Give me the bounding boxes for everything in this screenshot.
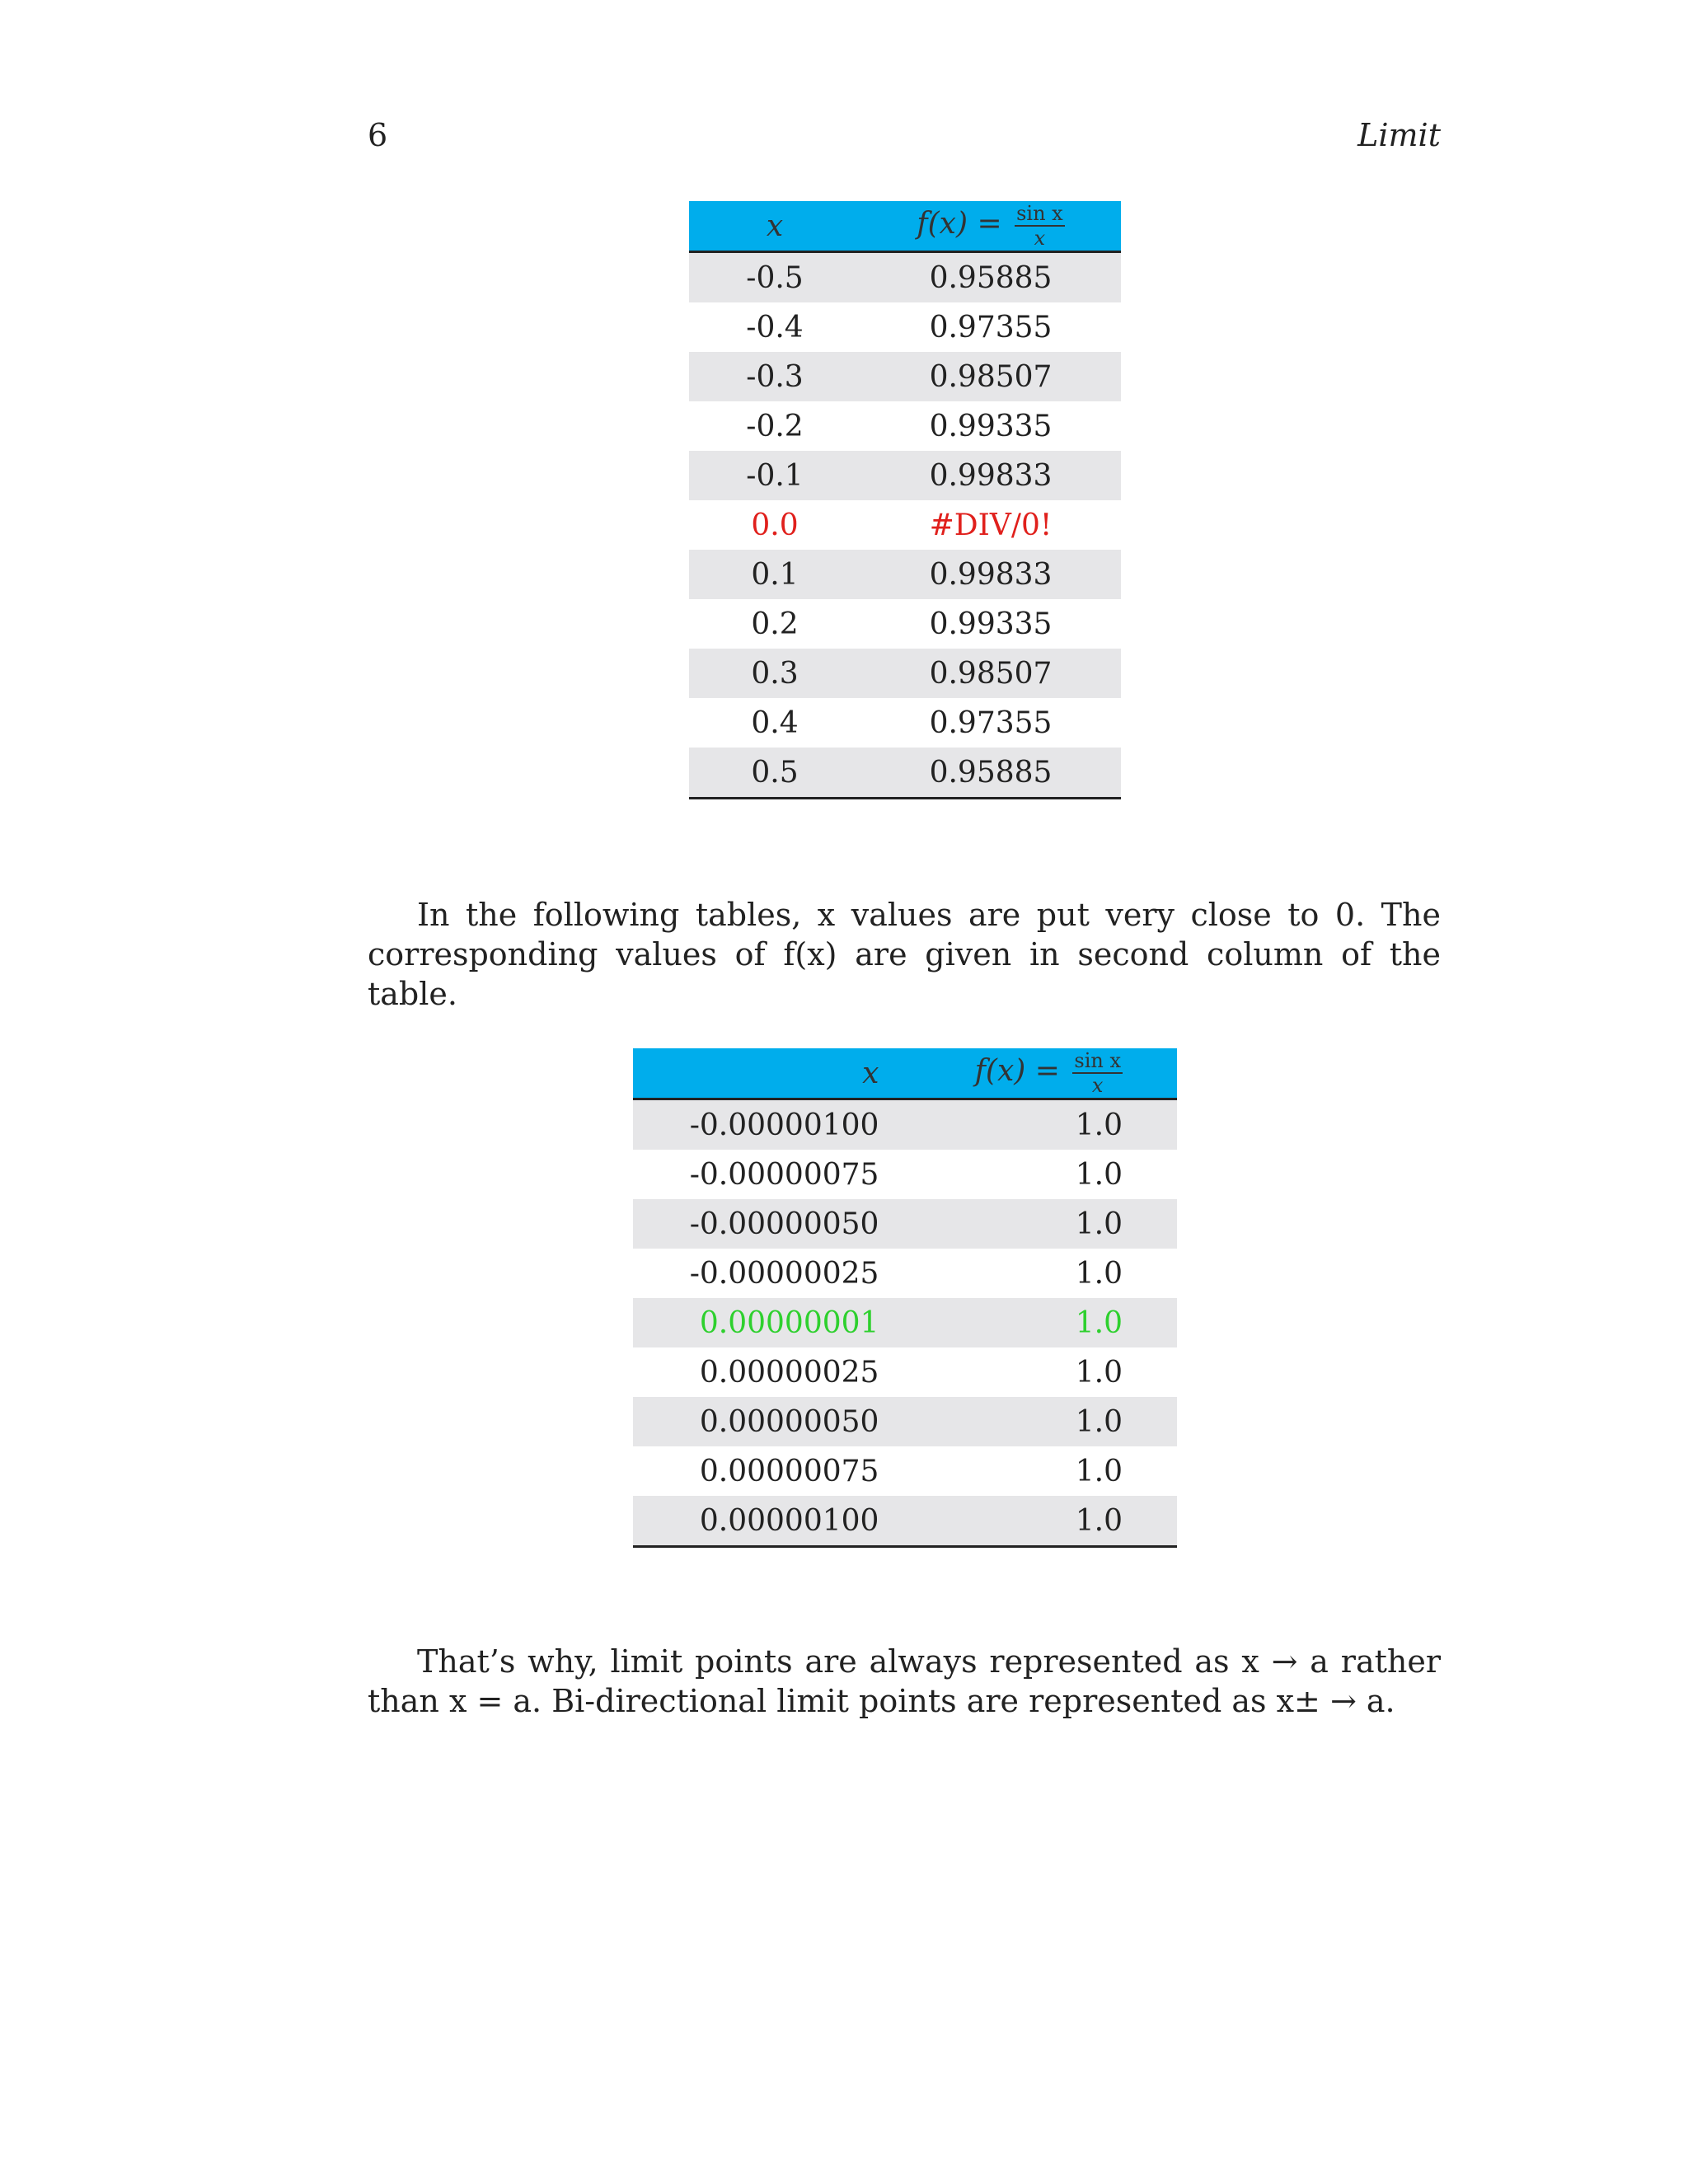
body-paragraph-2 xyxy=(368,1642,1441,1721)
fraction-numerator: sin x xyxy=(1016,202,1063,225)
cell-fx: 1.0 xyxy=(954,1199,1177,1249)
cell-fx: 0.99335 xyxy=(929,607,1053,641)
table-row xyxy=(689,698,1121,748)
cell-x: 0.00000025 xyxy=(699,1355,879,1390)
cell-fx: 0.95885 xyxy=(860,252,1121,303)
cell-fx: 1.0 xyxy=(1075,1256,1123,1291)
table-row xyxy=(633,1150,1177,1199)
table-row xyxy=(689,599,1121,649)
cell-fx: #DIV/0! xyxy=(929,508,1053,542)
cell-x: 0.1 xyxy=(689,550,860,599)
cell-x: 0.00000075 xyxy=(699,1454,879,1488)
sinx-over-x-fraction xyxy=(1015,204,1065,248)
cell-fx: 1.0 xyxy=(954,1298,1177,1347)
table-row xyxy=(633,1397,1177,1446)
column-header-x: x xyxy=(633,1048,954,1099)
fraction-denominator: x xyxy=(1034,227,1046,250)
paragraph-text: In the following tables, x values are put very close to 0. The corresponding values of f(x) are given in second column of the table. xyxy=(368,897,1441,1012)
table-header-row xyxy=(689,201,1121,252)
cell-fx: 0.98507 xyxy=(860,649,1121,698)
cell-x: -0.2 xyxy=(746,409,804,443)
cell-fx: 0.99833 xyxy=(860,550,1121,599)
values-table-fine xyxy=(633,1048,1177,1548)
table-row xyxy=(633,1099,1177,1151)
cell-x: -0.3 xyxy=(689,352,860,401)
body-paragraph-1 xyxy=(368,895,1441,1014)
column-header-x: x xyxy=(689,201,860,252)
cell-x: -0.00000025 xyxy=(689,1256,879,1291)
table-row xyxy=(633,1347,1177,1397)
cell-fx: 1.0 xyxy=(954,1099,1177,1151)
column-header-fx xyxy=(860,201,1121,252)
table-row xyxy=(633,1199,1177,1249)
cell-fx: 1.0 xyxy=(954,1397,1177,1446)
table-row xyxy=(689,401,1121,451)
table-row xyxy=(633,1446,1177,1496)
cell-fx: 0.99335 xyxy=(929,409,1053,443)
cell-fx: 0.97355 xyxy=(929,705,1053,740)
running-title: Limit xyxy=(1357,117,1441,153)
table-body xyxy=(633,1099,1177,1547)
fx-lhs: f(x) = xyxy=(974,1054,1060,1088)
column-header-fx xyxy=(954,1048,1177,1099)
fraction-numerator: sin x xyxy=(1074,1049,1121,1072)
cell-x: 0.0 xyxy=(751,508,799,542)
table-row xyxy=(689,748,1121,799)
cell-x: -0.00000050 xyxy=(633,1199,954,1249)
cell-x: 0.00000001 xyxy=(633,1298,954,1347)
table-header-row xyxy=(633,1048,1177,1099)
cell-x: -0.1 xyxy=(689,451,860,500)
cell-x: 0.2 xyxy=(751,607,799,641)
table-row xyxy=(689,451,1121,500)
table-row xyxy=(633,1496,1177,1547)
cell-x: -0.00000075 xyxy=(689,1157,879,1192)
table-row xyxy=(689,500,1121,550)
table-row xyxy=(689,302,1121,352)
fx-lhs: f(x) = xyxy=(917,207,1002,241)
table-body xyxy=(689,252,1121,799)
cell-fx: 1.0 xyxy=(1075,1454,1123,1488)
cell-fx: 0.98507 xyxy=(860,352,1121,401)
values-table-coarse xyxy=(689,201,1121,799)
table-row xyxy=(689,252,1121,303)
table-row xyxy=(689,352,1121,401)
table-row xyxy=(633,1298,1177,1347)
table-row xyxy=(689,649,1121,698)
cell-x: 0.5 xyxy=(689,748,860,799)
paragraph-text: That’s why, limit points are always represented as x → a rather than x = a. Bi-directional limit points are represented as x± → a. xyxy=(368,1643,1441,1719)
cell-x: 0.00000050 xyxy=(633,1397,954,1446)
fraction-denominator: x xyxy=(1091,1074,1104,1097)
cell-fx: 0.95885 xyxy=(860,748,1121,799)
table-row xyxy=(633,1249,1177,1298)
sinx-over-x-fraction xyxy=(1072,1051,1123,1095)
cell-x: -0.00000100 xyxy=(633,1099,954,1151)
cell-x: -0.4 xyxy=(746,310,804,344)
cell-fx: 1.0 xyxy=(1075,1157,1123,1192)
cell-x: 0.4 xyxy=(751,705,799,740)
cell-x: -0.5 xyxy=(689,252,860,303)
cell-fx: 1.0 xyxy=(1075,1355,1123,1390)
cell-fx: 0.99833 xyxy=(860,451,1121,500)
page-number: 6 xyxy=(368,117,388,153)
cell-fx: 1.0 xyxy=(954,1496,1177,1547)
cell-x: 0.00000100 xyxy=(633,1496,954,1547)
cell-x: 0.3 xyxy=(689,649,860,698)
cell-fx: 0.97355 xyxy=(929,310,1053,344)
table-row xyxy=(689,550,1121,599)
